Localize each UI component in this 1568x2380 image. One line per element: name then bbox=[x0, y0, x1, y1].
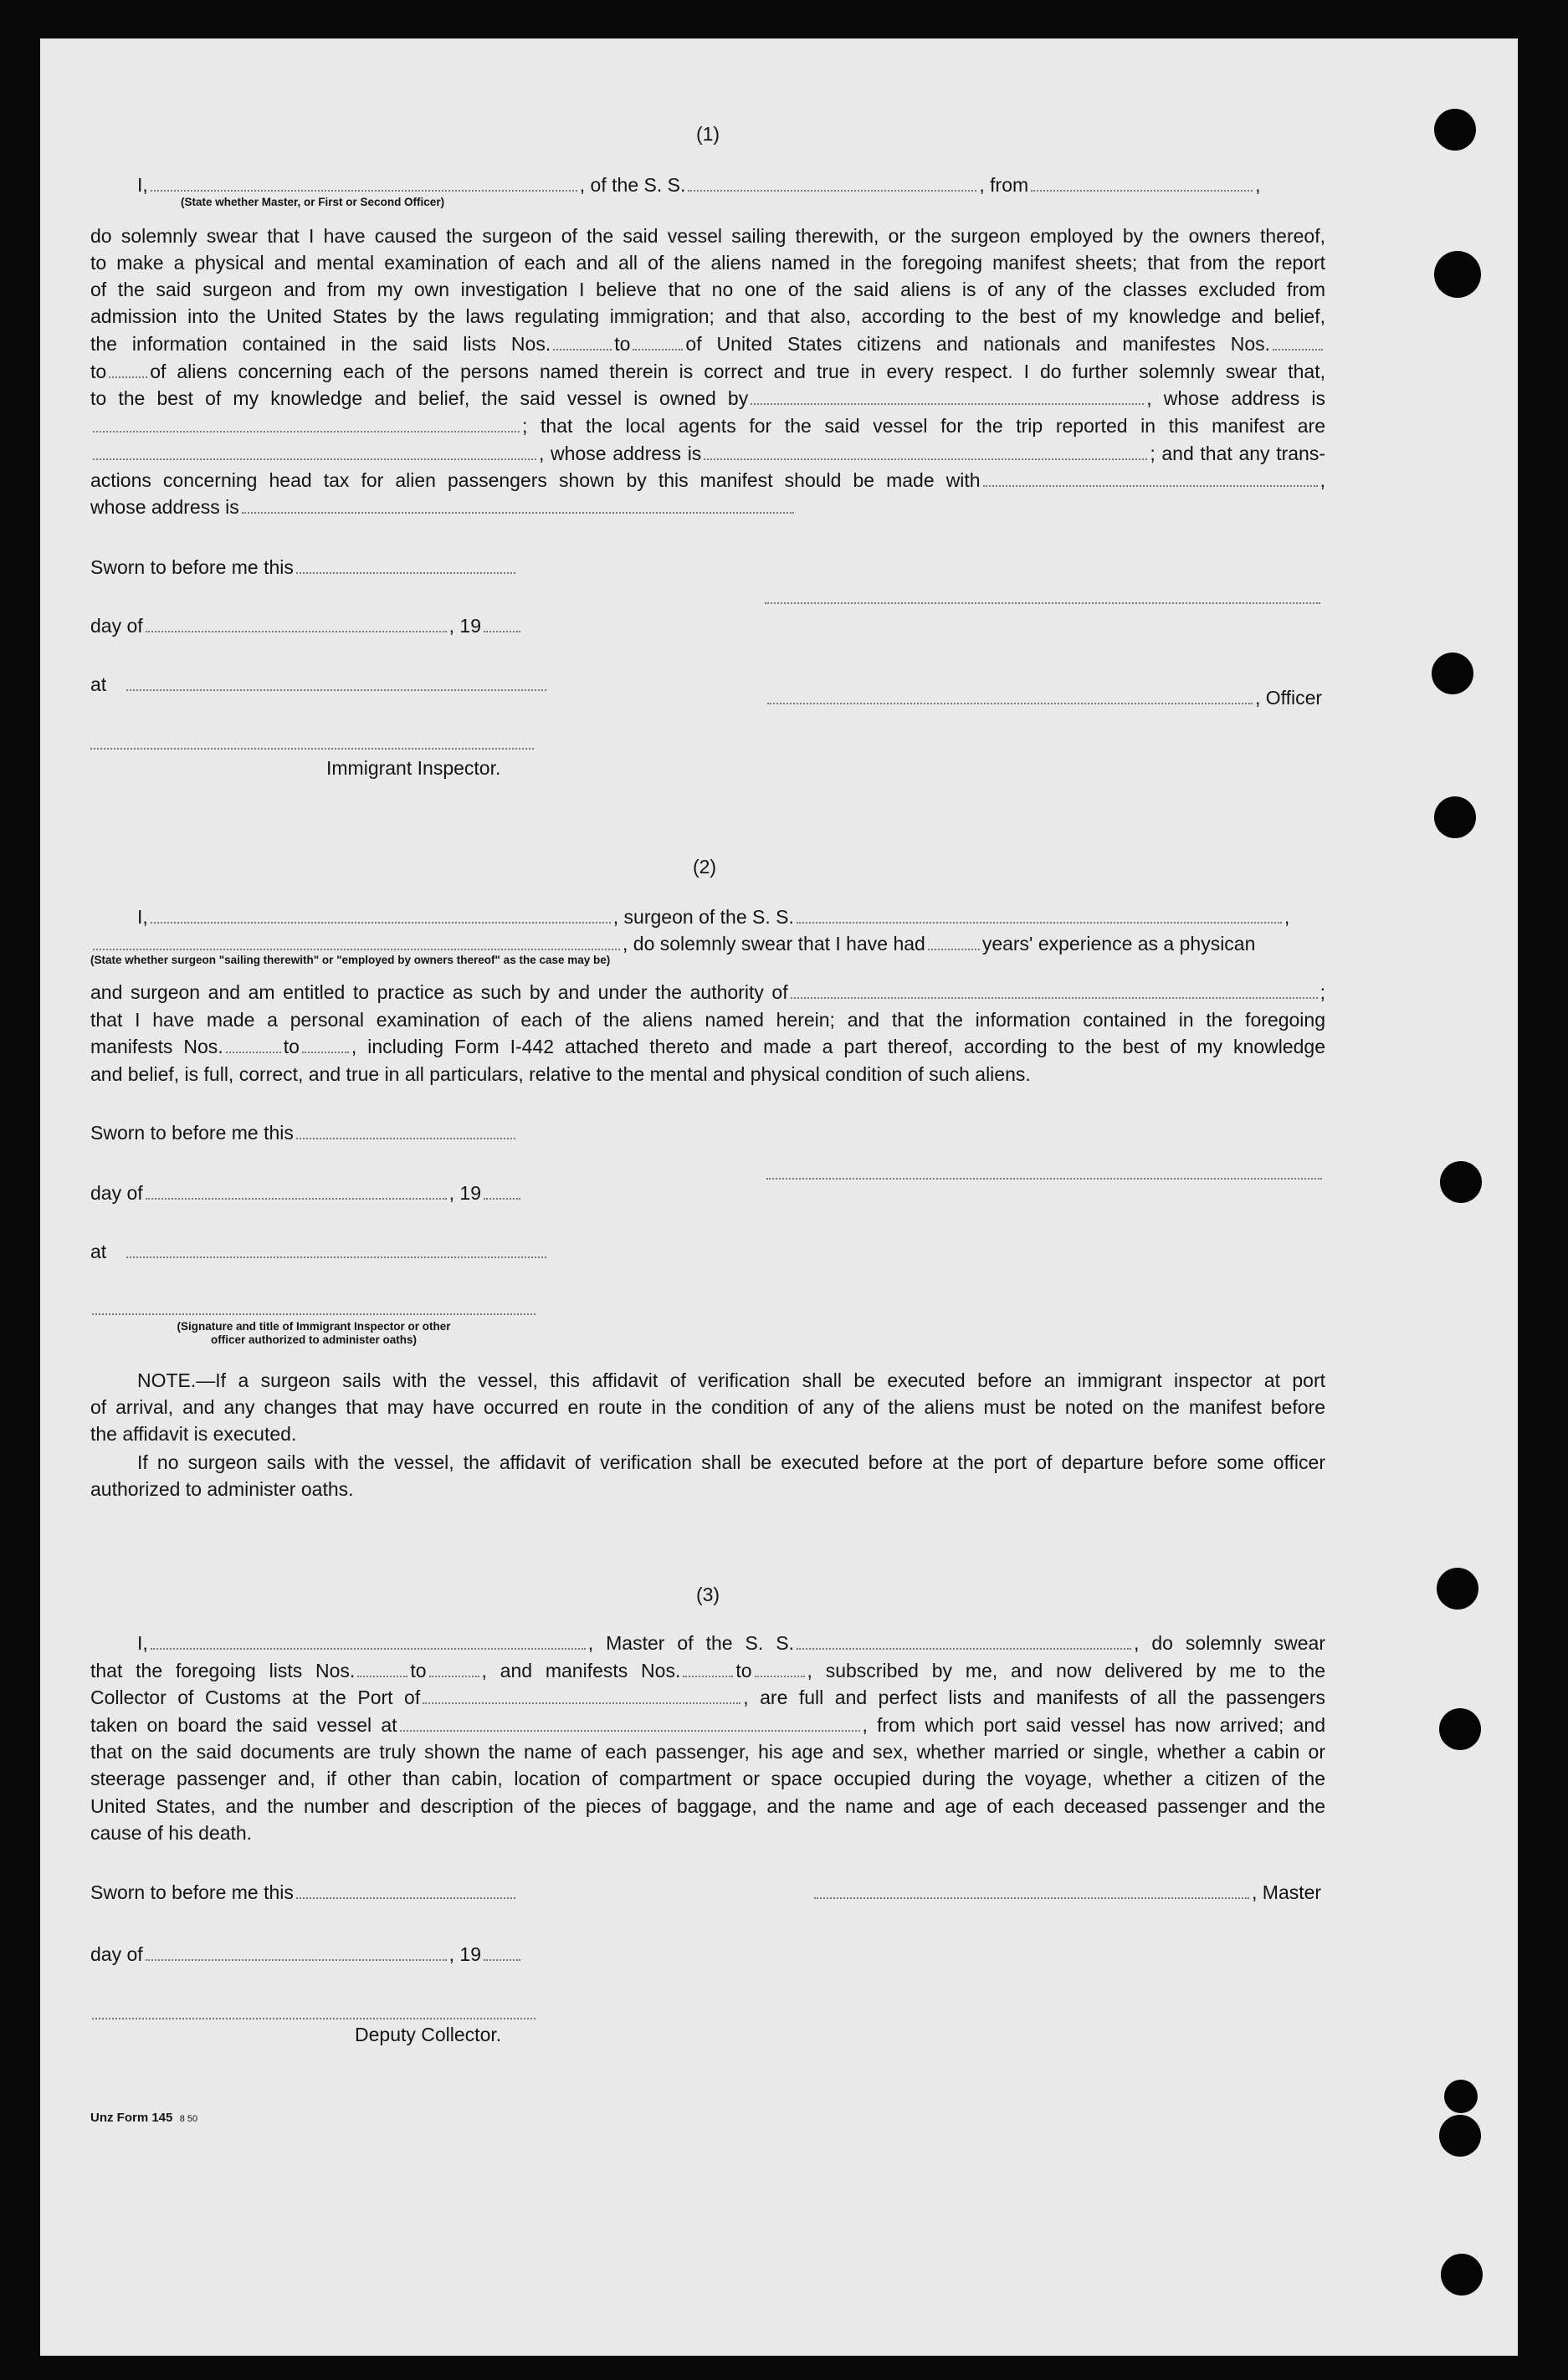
section-1-sworn: Sworn to before me this bbox=[90, 555, 518, 579]
binder-hole bbox=[1437, 1568, 1478, 1610]
binder-hole bbox=[1444, 2080, 1478, 2113]
section-3-master: , Master bbox=[812, 1881, 1321, 1904]
section-2-authority-line: and surgeon and am entitled to practice as such by and under the authority of ; bbox=[90, 981, 1325, 1003]
section-3-line-1: I, , Master of the S. S. , do solemnly swear bbox=[137, 1632, 1326, 1654]
note-line: of arrival, and any changes that may have occurred en route in the condition of any of the aliens must be noted on the manifest before bbox=[90, 1396, 1325, 1418]
section-1-lists-line: the information contained in the said lists Nos. to of United States citizens and nationals and manifestes Nos. bbox=[90, 332, 1325, 356]
section-1-agent-address-line: , whose address is ; and that any trans- bbox=[90, 442, 1325, 465]
section-1-body-line: do solemnly swear that I have caused the surgeon of the said vessel sailing therewith, or the surgeon employed by the owners thereof, bbox=[90, 225, 1325, 247]
section-3-deputy: Deputy Collector. bbox=[355, 2024, 502, 2045]
section-3-line-2: that the foregoing lists Nos. to , and manifests Nos. to , subscribed by me, and now delivered by me to the bbox=[90, 1660, 1325, 1681]
section-1-body-line: of the said surgeon and from my own investigation I believe that no one of the said aliens is of any of the classes excluded from bbox=[90, 279, 1325, 300]
note-line: If no surgeon sails with the vessel, the affidavit of verification shall be executed before at the port of departure before some officer bbox=[137, 1451, 1325, 1473]
section-2-body-line: that I have made a personal examination of each of the aliens named herein; and that the information contained in the foregoing bbox=[90, 1009, 1325, 1031]
section-2-manifests-line: manifests Nos. to , including Form I-442 attached thereto and made a part thereof, according to the best of my knowledge bbox=[90, 1036, 1325, 1057]
binder-hole bbox=[1434, 796, 1476, 838]
section-2-sworn: Sworn to before me this bbox=[90, 1121, 518, 1144]
section-1-officer: , Officer bbox=[765, 686, 1322, 709]
section-3-day-of: day of , 19 bbox=[90, 1942, 523, 1966]
binder-hole bbox=[1439, 2115, 1481, 2157]
section-3-deputy-line bbox=[92, 2018, 535, 2019]
section-1-agents-line: ; that the local agents for the said vessel for the trip reported in this manifest are bbox=[90, 414, 1325, 438]
section-1-caption: (State whether Master, or First or Second Officer) bbox=[181, 196, 445, 208]
binder-hole bbox=[1434, 109, 1476, 151]
section-2-at: at bbox=[90, 1240, 549, 1263]
section-2-caption: (State whether surgeon "sailing therewith" or "employed by owners thereof" as the case may be) bbox=[90, 954, 611, 966]
section-1-signature-line bbox=[765, 602, 1320, 604]
section-3-line-4: taken on board the said vessel at , from which port said vessel has now arrived; and bbox=[90, 1714, 1325, 1736]
binder-hole bbox=[1434, 251, 1481, 298]
section-1-number: (1) bbox=[695, 123, 720, 145]
section-1-whose-address-line: whose address is bbox=[90, 495, 797, 519]
section-2-day-of: day of , 19 bbox=[90, 1181, 523, 1205]
section-3-body-line: cause of his death. bbox=[90, 1822, 253, 1844]
form-number: Unz Form 145 8 50 bbox=[90, 2111, 198, 2125]
binder-hole bbox=[1439, 1708, 1481, 1750]
section-2-inspector-line bbox=[92, 1313, 535, 1315]
section-1-line-1: I, , of the S. S. , from , bbox=[137, 174, 1261, 196]
section-1-day-of: day of , 19 bbox=[90, 614, 523, 637]
binder-hole bbox=[1440, 1161, 1482, 1203]
section-1-inspector-line bbox=[90, 748, 534, 750]
binder-hole bbox=[1441, 2254, 1483, 2296]
section-3-line-3: Collector of Customs at the Port of , are full and perfect lists and manifests of all the passengers bbox=[90, 1686, 1325, 1708]
section-1-headtax-line: actions concerning head tax for alien passengers shown by this manifest should be made with , bbox=[90, 469, 1325, 491]
section-2-body-line: and belief, is full, correct, and true in all particulars, relative to the mental and physical condition of such aliens. bbox=[90, 1063, 1031, 1085]
section-1-inspector: Immigrant Inspector. bbox=[326, 757, 501, 779]
section-3-number: (3) bbox=[695, 1584, 720, 1605]
section-2-line-1: I, , surgeon of the S. S. , bbox=[137, 906, 1290, 928]
section-3-body-line: that on the said documents are truly shown the name of each passenger, his age and sex, whether married or single, whether a cabin or bbox=[90, 1741, 1325, 1763]
note-line: NOTE.—If a surgeon sails with the vessel, this affidavit of verification shall be executed before an immigrant inspector at port bbox=[137, 1369, 1325, 1391]
section-2-signature-line bbox=[766, 1178, 1322, 1180]
binder-hole bbox=[1432, 653, 1473, 694]
section-1-body-line: to make a physical and mental examination of each and all of the aliens named in the foregoing manifest sheets; that from the report bbox=[90, 252, 1325, 274]
section-1-owner-line: to the best of my knowledge and belief, the said vessel is owned by , whose address is bbox=[90, 387, 1326, 409]
section-1-body-line: admission into the United States by the laws regulating immigration; and that also, according to the best of my knowledge and belief, bbox=[90, 305, 1325, 327]
section-2-signature-caption: (Signature and title of Immigrant Inspector or other officer authorized to administer oaths) bbox=[177, 1320, 451, 1346]
section-3-sworn: Sworn to before me this bbox=[90, 1881, 518, 1904]
section-2-number: (2) bbox=[692, 856, 717, 878]
note-line: authorized to administer oaths. bbox=[90, 1478, 354, 1500]
section-1-at: at bbox=[90, 673, 549, 696]
section-3-body-line: steerage passenger and, if other than cabin, location of compartment or space occupied during the voyage, whether a citizen of the bbox=[90, 1768, 1325, 1789]
section-2-line-2: , do solemnly swear that I have had years' experience as a physican bbox=[90, 932, 1325, 955]
section-1-aliens-line: to of aliens concerning each of the persons named therein is correct and true in every respect. I do further solemnly swear that, bbox=[90, 361, 1325, 382]
note-line: the affidavit is executed. bbox=[90, 1423, 297, 1445]
section-3-body-line: United States, and the number and description of the pieces of baggage, and the name and age of each deceased passenger and the bbox=[90, 1795, 1325, 1817]
